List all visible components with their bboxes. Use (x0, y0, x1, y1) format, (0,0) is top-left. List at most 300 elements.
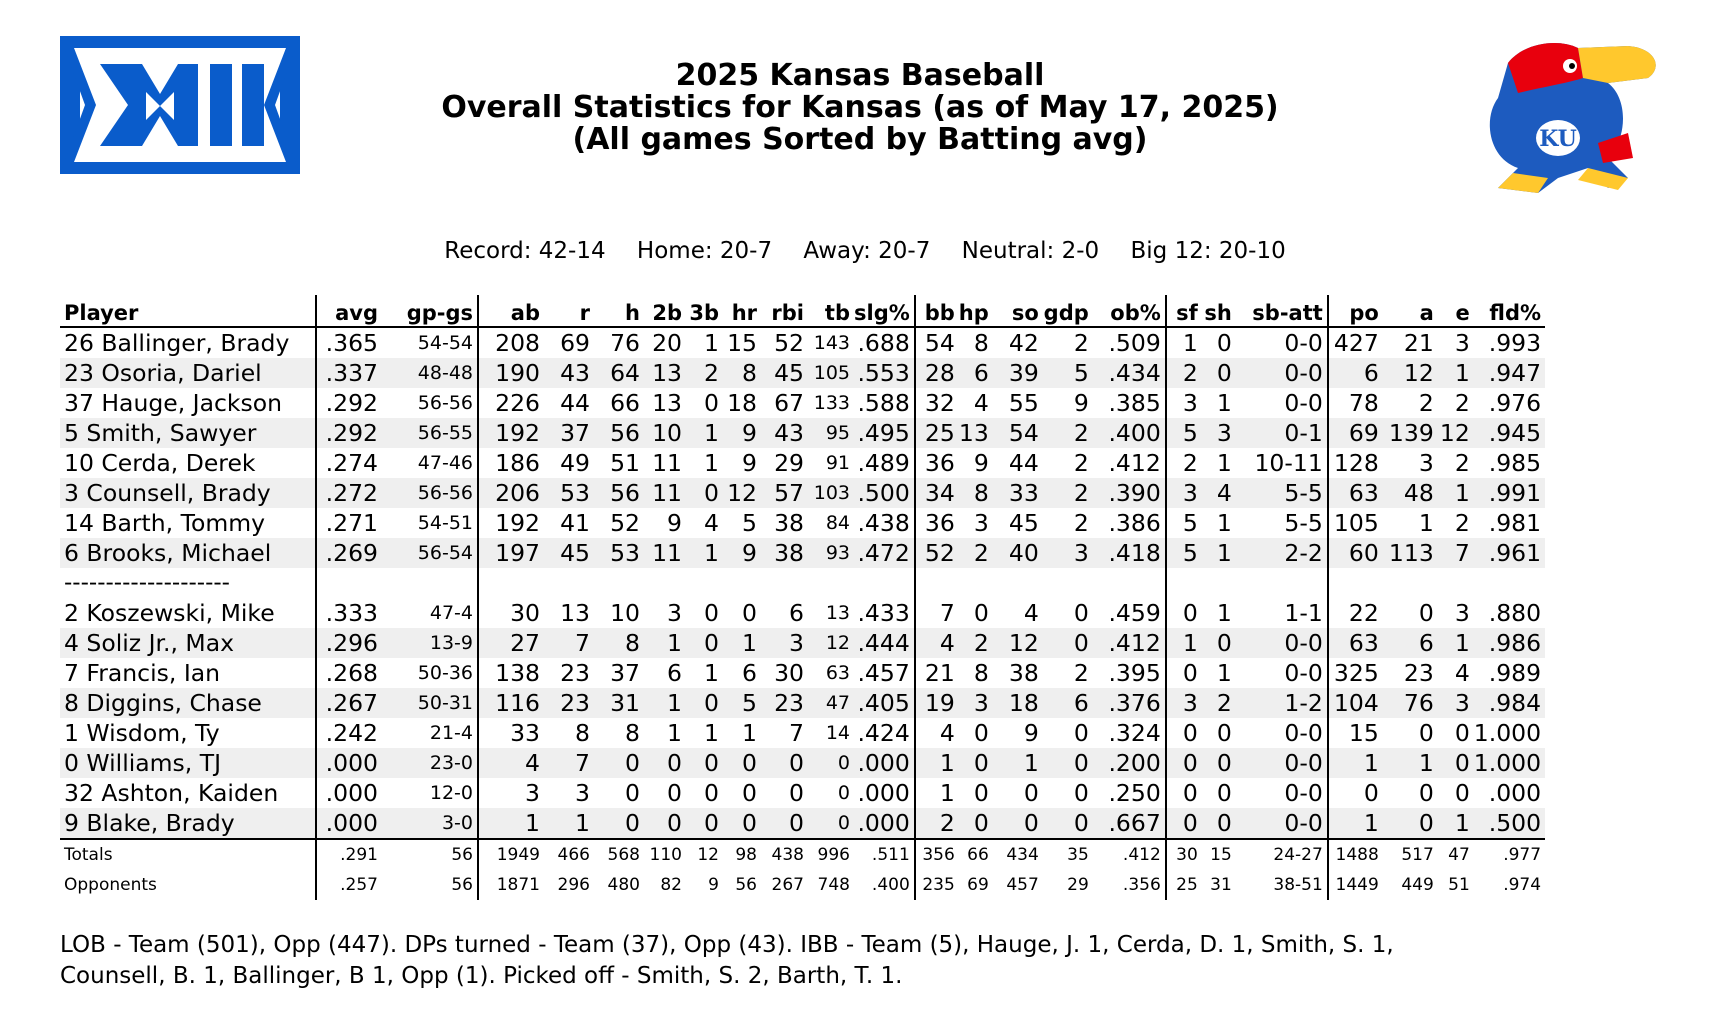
stat-cell: 20 (652, 329, 682, 357)
stat-cell: 0 (1073, 779, 1089, 807)
stat-cell: 8 (594, 628, 644, 658)
separator-cell (854, 568, 915, 598)
separator-cell (1236, 568, 1328, 598)
stat-cell: 0 (704, 389, 719, 417)
stat-cell: 37 (610, 659, 640, 687)
stat-cell: 5 (742, 509, 757, 537)
column-header: 3b (686, 295, 723, 327)
stat-cell: 48-48 (382, 358, 478, 388)
stat-cell: 5-5 (1236, 478, 1328, 508)
stat-cell: 3 (1202, 418, 1236, 448)
stat-cell: 0 (742, 779, 757, 807)
stat-cell: 1 (1216, 389, 1232, 417)
stat-cell: .495 (854, 418, 915, 448)
stat-cell: 8 (973, 329, 989, 357)
stat-cell: 51 (610, 449, 640, 477)
stat-cell: 39 (993, 358, 1043, 388)
stat-cell: 996 (808, 839, 854, 870)
stat-cell: .000 (1488, 779, 1542, 807)
stat-cell: 49 (560, 449, 590, 477)
stat-cell: 6 (1043, 688, 1093, 718)
stat-cell: .976 (1488, 389, 1542, 417)
report-sort-note: (All games Sorted by Batting avg) (572, 122, 1148, 157)
stat-cell: 1 (478, 808, 544, 839)
reserve-row (60, 748, 1545, 778)
stat-cell: .257 (316, 870, 382, 900)
reserve-row (60, 598, 1545, 628)
stat-cell: 0 (667, 779, 682, 807)
stat-cell: 8 (625, 719, 640, 747)
stat-cell: 2 (1418, 389, 1434, 417)
stat-cell: 1 (742, 719, 757, 747)
stat-cell: 55 (1008, 389, 1039, 417)
player-name-cell: 4 Soliz Jr., Max (60, 628, 316, 658)
stat-cell: 2 (1454, 389, 1470, 417)
stat-cell: 0 (1023, 779, 1039, 807)
separator-cell (808, 568, 854, 598)
stat-cell: 12 (993, 628, 1043, 658)
stat-cell: 3-0 (382, 808, 478, 839)
stat-cell: 6 (1328, 358, 1383, 388)
stat-cell: 47 (808, 688, 854, 718)
stat-cell: 52 (610, 509, 640, 537)
stat-cell: 0 (1043, 748, 1093, 778)
stat-cell: 0 (1216, 719, 1232, 747)
stat-cell: 466 (544, 839, 594, 870)
stat-cell: 190 (478, 358, 544, 388)
stat-cell: 4 (915, 718, 959, 748)
player-name-cell: 7 Francis, Ian (64, 659, 221, 687)
record-home: Home: 20-7 (636, 238, 773, 264)
starter-row (60, 418, 1545, 448)
stat-cell: 23 (1403, 659, 1434, 687)
stat-cell: 42 (1008, 329, 1039, 357)
stat-cell: 0 (1202, 358, 1236, 388)
stat-cell: 45 (544, 538, 594, 568)
footnote-line-2: Counsell, B. 1, Ballinger, B 1, Opp (1). Picked off - Smith, S. 2, Barth, T. 1. (60, 963, 903, 989)
stat-cell: .386 (1108, 509, 1161, 537)
stat-cell: 1 (1383, 748, 1438, 778)
column-header: hp (959, 295, 993, 327)
separator-cell (1383, 568, 1438, 598)
stat-cell: .981 (1488, 509, 1542, 537)
big12-logo (60, 36, 300, 174)
stat-cell: 25 (1166, 870, 1202, 900)
stat-cell: .880 (1488, 599, 1542, 627)
stat-cell: 63 (1328, 628, 1383, 658)
stat-cell: 0 (723, 808, 761, 839)
stat-cell: 29 (1067, 875, 1089, 895)
player-name-cell: 14 Barth, Tommy (64, 509, 266, 537)
stat-cell: 8 (973, 659, 989, 687)
stat-cell: 1 (1438, 628, 1474, 658)
stat-cell: 0 (808, 748, 854, 778)
column-header: r (544, 295, 594, 327)
stat-cell: 19 (915, 688, 959, 718)
stat-cell: 38 (1008, 659, 1039, 687)
stat-cell: .418 (1093, 538, 1166, 568)
stat-cell: 6 (789, 599, 804, 627)
stat-cell: 457 (1006, 875, 1039, 895)
stat-cell: 0 (686, 808, 723, 839)
stat-cell: 103 (808, 478, 854, 508)
stat-cell: 197 (478, 538, 544, 568)
stat-cell: 13 (560, 599, 590, 627)
stat-cell: .200 (1093, 748, 1166, 778)
stat-cell: 2 (1073, 509, 1089, 537)
column-header: sf (1166, 295, 1202, 327)
player-name-cell: 0 Williams, TJ (60, 748, 316, 778)
stat-cell: 0 (1166, 778, 1202, 808)
stat-cell: 449 (1401, 875, 1434, 895)
stat-cell: 2-2 (1236, 538, 1328, 568)
starter-row (60, 538, 1545, 568)
stat-cell: 0 (1418, 599, 1434, 627)
stat-cell: .984 (1474, 688, 1545, 718)
stat-cell: 5-5 (1284, 509, 1323, 537)
stat-cell: 31 (1210, 875, 1232, 895)
player-name-cell: Totals (60, 839, 316, 870)
stat-cell: 9 (667, 509, 682, 537)
stat-cell: 0 (1166, 658, 1202, 688)
stat-cell: .250 (1108, 779, 1161, 807)
stat-cell: 32 (915, 388, 959, 418)
stat-cell: 0 (1043, 628, 1093, 658)
stat-cell: .291 (316, 839, 382, 870)
stat-cell: 0 (686, 688, 723, 718)
stat-cell: 56-56 (382, 478, 478, 508)
stat-cell: 44 (1008, 449, 1039, 477)
stat-cell: 267 (771, 875, 804, 895)
stat-cell: 105 (808, 358, 854, 388)
stat-cell: 208 (478, 327, 544, 358)
stat-cell: 1 (993, 748, 1043, 778)
stat-cell: .337 (316, 358, 382, 388)
stat-cell: 0 (1202, 748, 1236, 778)
stat-cell: 15 (1328, 718, 1383, 748)
stat-cell: 52 (774, 329, 804, 357)
stat-cell: 25 (915, 418, 959, 448)
stat-cell: 76 (1383, 688, 1438, 718)
stat-cell: .400 (1093, 418, 1166, 448)
starter-row (60, 508, 1545, 538)
stat-cell: 23 (544, 688, 594, 718)
stat-cell: .324 (1108, 719, 1161, 747)
stat-cell: 235 (915, 870, 959, 900)
stat-cell: 3 (478, 778, 544, 808)
stat-cell: 438 (761, 839, 808, 870)
stat-cell: 0 (594, 808, 644, 839)
stat-cell: 3 (1166, 388, 1202, 418)
stat-cell: 0 (808, 808, 854, 839)
stat-cell: 1 (1202, 538, 1236, 568)
stat-cell: .000 (316, 748, 382, 778)
stat-cell: .974 (1503, 875, 1542, 895)
player-name-cell: 1 Wisdom, Ty (64, 719, 220, 747)
stat-cell: 1949 (478, 839, 544, 870)
stat-cell: 48 (1383, 478, 1438, 508)
stat-cell: 23 (560, 659, 590, 687)
stat-cell: 1 (1166, 327, 1202, 358)
starter-row (60, 478, 1545, 508)
stat-cell: 0-0 (1284, 329, 1323, 357)
stat-cell: 0 (1043, 808, 1093, 839)
stat-cell: .688 (857, 329, 910, 357)
stat-cell: .385 (1108, 389, 1161, 417)
stat-cell: 226 (478, 388, 544, 418)
stat-cell: 143 (813, 332, 850, 354)
stat-cell: .993 (1488, 329, 1542, 357)
stat-cell: 0 (993, 808, 1043, 839)
stat-cell: .412 (1093, 839, 1166, 870)
stat-cell: 192 (478, 508, 544, 538)
stat-cell: 1 (686, 418, 723, 448)
stat-cell: 18 (993, 688, 1043, 718)
stat-cell: 56 (594, 418, 644, 448)
stat-cell: 69 (967, 875, 989, 895)
stat-cell: 36 (915, 448, 959, 478)
stat-cell: 1 (1216, 659, 1232, 687)
stat-cell: 2 (1454, 449, 1470, 477)
stat-cell: 36 (915, 508, 959, 538)
stat-cell: .989 (1488, 659, 1542, 687)
stat-cell: 1 (1216, 509, 1232, 537)
player-name-cell: 32 Ashton, Kaiden (64, 779, 279, 807)
stat-cell: 4 (973, 389, 989, 417)
stat-cell: 12 (808, 628, 854, 658)
column-header: e (1438, 295, 1474, 327)
stat-cell: 6 (1383, 628, 1438, 658)
separator-cell (1093, 568, 1166, 598)
stat-cell: 93 (808, 538, 854, 568)
stat-cell: 23 (761, 688, 808, 718)
stat-cell: .000 (316, 778, 382, 808)
stat-cell: 12 (1383, 358, 1438, 388)
stat-cell: 0-0 (1284, 719, 1323, 747)
stat-cell: 1 (1216, 449, 1232, 477)
stat-cell: 56-54 (382, 538, 478, 568)
stat-cell: 3 (973, 509, 989, 537)
separator-cell (723, 568, 761, 598)
stat-cell: 113 (1383, 538, 1438, 568)
stat-cell: 2 (1043, 478, 1093, 508)
stat-cell: 33 (993, 478, 1043, 508)
stat-cell: 1-1 (1284, 599, 1323, 627)
column-header: ab (478, 295, 544, 327)
stat-cell: 11 (644, 478, 686, 508)
stat-cell: 0 (686, 628, 723, 658)
stat-cell: .434 (1093, 358, 1166, 388)
record-big12: Big 12: 20-10 (1130, 238, 1286, 264)
stat-cell: .390 (1093, 478, 1166, 508)
stat-cell: 23-0 (382, 748, 478, 778)
stat-cell: 1 (704, 659, 719, 687)
stat-cell: 31 (594, 688, 644, 718)
stat-cell: 192 (478, 418, 544, 448)
stat-cell: .509 (1108, 329, 1161, 357)
stat-cell: 480 (607, 875, 640, 895)
player-name-cell: Opponents (64, 875, 157, 895)
stat-cell: 13 (825, 602, 850, 624)
stat-cell: .000 (316, 808, 382, 839)
stat-cell: 67 (774, 389, 804, 417)
stat-cell: 56 (735, 875, 757, 895)
column-header: tb (808, 295, 854, 327)
stat-cell: .274 (316, 448, 382, 478)
stat-cell: 21 (1403, 329, 1434, 357)
stat-cell: 66 (959, 839, 993, 870)
stat-cell: 5 (723, 688, 761, 718)
stat-cell: 78 (1328, 388, 1383, 418)
stat-cell: 1 (704, 449, 719, 477)
stat-cell: .424 (857, 719, 910, 747)
ku-logo-text: KU (1539, 126, 1577, 152)
record-neutral: Neutral: 2-0 (961, 238, 1100, 264)
stat-cell: 12-0 (429, 782, 473, 804)
stat-cell: 56 (382, 839, 478, 870)
stat-cell: 53 (594, 538, 644, 568)
stat-cell: 1 (704, 329, 719, 357)
stat-cell: 21 (915, 658, 959, 688)
stat-cell: 0 (1418, 719, 1434, 747)
stat-cell: 0 (1202, 628, 1236, 658)
stat-cell: 1871 (478, 870, 544, 900)
stat-cell: 3 (1043, 538, 1093, 568)
stat-cell: 6 (959, 358, 993, 388)
stat-cell: 0 (1216, 329, 1232, 357)
stat-cell: .242 (316, 718, 382, 748)
column-header: rbi (761, 295, 808, 327)
stat-cell: 133 (813, 392, 850, 414)
stat-cell: 12 (1438, 418, 1474, 448)
stat-cell: 0 (1202, 808, 1236, 839)
stat-cell: 104 (1328, 688, 1383, 718)
stat-cell: 84 (825, 512, 850, 534)
opponents-row (60, 870, 1545, 900)
stat-cell: 53 (544, 478, 594, 508)
stat-cell: 3 (1454, 599, 1470, 627)
stat-cell: 44 (560, 389, 590, 417)
stat-cell: .986 (1474, 628, 1545, 658)
stat-cell: 0-0 (1236, 808, 1328, 839)
stat-cell: 9 (1023, 719, 1039, 747)
column-header: avg (316, 295, 382, 327)
stat-cell: .000 (857, 779, 910, 807)
stat-cell: 11 (644, 538, 686, 568)
stat-cell: 0 (1328, 778, 1383, 808)
stat-cell: 38 (774, 509, 804, 537)
stat-cell: 13-9 (382, 628, 478, 658)
stat-cell: 13 (959, 418, 993, 448)
stat-cell: .333 (316, 598, 382, 628)
stat-cell: 0 (959, 808, 993, 839)
stat-cell: 2 (959, 628, 993, 658)
stat-cell: 95 (808, 418, 854, 448)
stat-cell: 41 (560, 509, 590, 537)
starter-row (60, 388, 1545, 418)
stat-cell: 0 (625, 779, 640, 807)
stat-cell: 7 (1438, 538, 1474, 568)
stat-cell: 1 (1328, 748, 1383, 778)
stat-cell: 14 (825, 722, 850, 744)
report-subtitle: Overall Statistics for Kansas (as of May 17, 2025) (441, 90, 1279, 125)
stat-cell: 69 (560, 329, 590, 357)
column-header: h (594, 295, 644, 327)
stat-cell: 2 (686, 358, 723, 388)
stat-cell: .400 (871, 875, 910, 895)
stat-cell: 0-0 (1236, 358, 1328, 388)
table-header-row (60, 295, 1545, 327)
stat-cell: .000 (854, 808, 915, 839)
stat-cell: .961 (1474, 538, 1545, 568)
stat-cell: 0 (761, 808, 808, 839)
stat-cell: .947 (1474, 358, 1545, 388)
stat-cell: 0-0 (1284, 389, 1323, 417)
column-header: fld% (1474, 295, 1545, 327)
stat-cell: .457 (857, 659, 910, 687)
stat-cell: 427 (1328, 327, 1383, 358)
stat-cell: 21-4 (429, 722, 473, 744)
stat-cell: .489 (857, 449, 910, 477)
column-header: bb (915, 295, 959, 327)
stat-cell: 50-31 (382, 688, 478, 718)
stat-cell: 2 (1073, 659, 1089, 687)
stat-cell: 40 (993, 538, 1043, 568)
reserve-row (60, 808, 1545, 839)
separator-cell (1043, 568, 1093, 598)
stat-cell: 1-2 (1236, 688, 1328, 718)
stat-cell: 9 (1073, 389, 1089, 417)
column-header: so (993, 295, 1043, 327)
stat-cell: .269 (316, 538, 382, 568)
stat-cell: 1 (704, 719, 719, 747)
stat-cell: 0 (1418, 779, 1434, 807)
stat-cell: .395 (1108, 659, 1161, 687)
stat-cell: 748 (817, 875, 850, 895)
stat-cell: 517 (1383, 839, 1438, 870)
stat-cell: 116 (478, 688, 544, 718)
stat-cell: .412 (1108, 449, 1161, 477)
column-header: 2b (644, 295, 686, 327)
stat-cell: .438 (857, 509, 910, 537)
stat-cell: 47-4 (429, 602, 473, 624)
stat-cell: 64 (594, 358, 644, 388)
stat-cell: 38-51 (1273, 875, 1323, 895)
stat-cell: 0 (973, 599, 989, 627)
stat-cell: 105 (1328, 508, 1383, 538)
stat-cell: 54-51 (417, 512, 473, 534)
stat-cell: 110 (644, 839, 686, 870)
stat-cell: 0 (837, 782, 850, 804)
column-header: sb-att (1236, 295, 1328, 327)
column-header: slg% (854, 295, 915, 327)
separator-cell (993, 568, 1043, 598)
separator-cell (1474, 568, 1545, 598)
stat-cell: 6 (742, 659, 757, 687)
stat-cell: 3 (667, 599, 682, 627)
stat-cell: 54-54 (417, 332, 473, 354)
stat-cell: 3 (1166, 478, 1202, 508)
stat-cell: 0 (704, 599, 719, 627)
reserve-row (60, 658, 1545, 688)
stat-cell: 9 (723, 418, 761, 448)
stat-cell: 0 (1454, 779, 1470, 807)
stat-cell: 1488 (1328, 839, 1383, 870)
stat-cell: 54 (993, 418, 1043, 448)
player-name-cell: 37 Hauge, Jackson (64, 389, 283, 417)
stat-cell: .412 (1093, 628, 1166, 658)
stat-cell: 1.000 (1474, 748, 1545, 778)
